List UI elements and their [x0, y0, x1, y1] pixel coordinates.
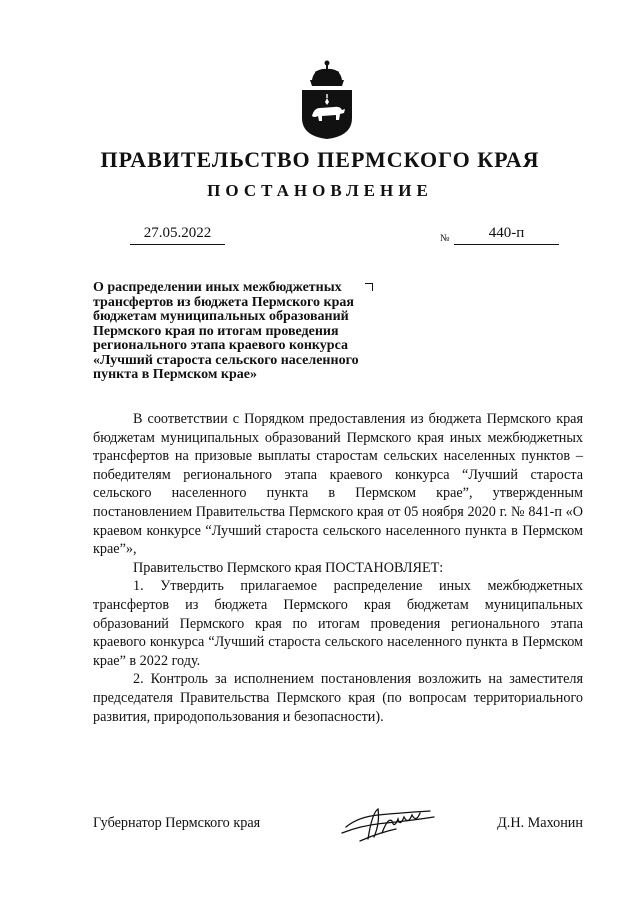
document-subject: О распределении иных межбюджетных трансфертов из бюджета Пермского края бюджетам муниципальных образований Пермского края по итогам проведения регионального этапа краевого конкурса «Лучший староста сельского населенного пункта в Пермском крае» — [93, 280, 359, 382]
number-sign: № — [440, 233, 450, 244]
handwritten-signature — [338, 803, 438, 847]
document-type: ПОСТАНОВЛЕНИЕ — [207, 181, 433, 200]
signatory-position: Губернатор Пермского края — [93, 815, 261, 831]
signature-block — [93, 815, 583, 855]
document-date: 27.05.2022 — [130, 225, 225, 245]
coat-of-arms-icon — [300, 58, 354, 140]
preamble-paragraph: В соответствии с Порядком предоставления из бюджета Пермского края бюджетам муниципальных образований Пермского края иных межбюджетных трансфертов на призовые выплаты старостам сельских населенных пунктов – победителям регионального этапа краевого конкурса “Лучший староста сельского населенного пункта в Пермском крае”, утвержденным постановлением Правительства Пермского края от 05 ноября 2020 г. № 841-п «О краевом конкурсе “Лучший староста сельского населенного пункта в Пермском крае”», — [93, 411, 583, 558]
item-2-paragraph: 2. Контроль за исполнением постановления возложить на заместителя председателя Правительства Пермского края (по вопросам территориального развития, природопользования и безопасности). — [93, 671, 583, 725]
document-number: 440-п — [454, 225, 559, 245]
document-body — [93, 410, 583, 726]
resolves-paragraph: Правительство Пермского края ПОСТАНОВЛЯЕТ: — [133, 559, 444, 576]
item-1-paragraph: 1. Утвердить прилагаемое распределение иных межбюджетных трансфертов из бюджета Пермского края бюджетам муниципальных образований Пермского края по итогам проведения регионального этапа краевого конкурса “Лучший староста сельского населенного пункта в Пермском крае” в 2022 году. — [93, 578, 583, 669]
government-title: ПРАВИТЕЛЬСТВО ПЕРМСКОГО КРАЯ — [100, 147, 540, 172]
signatory-name: Д.Н. Махонин — [497, 815, 583, 831]
